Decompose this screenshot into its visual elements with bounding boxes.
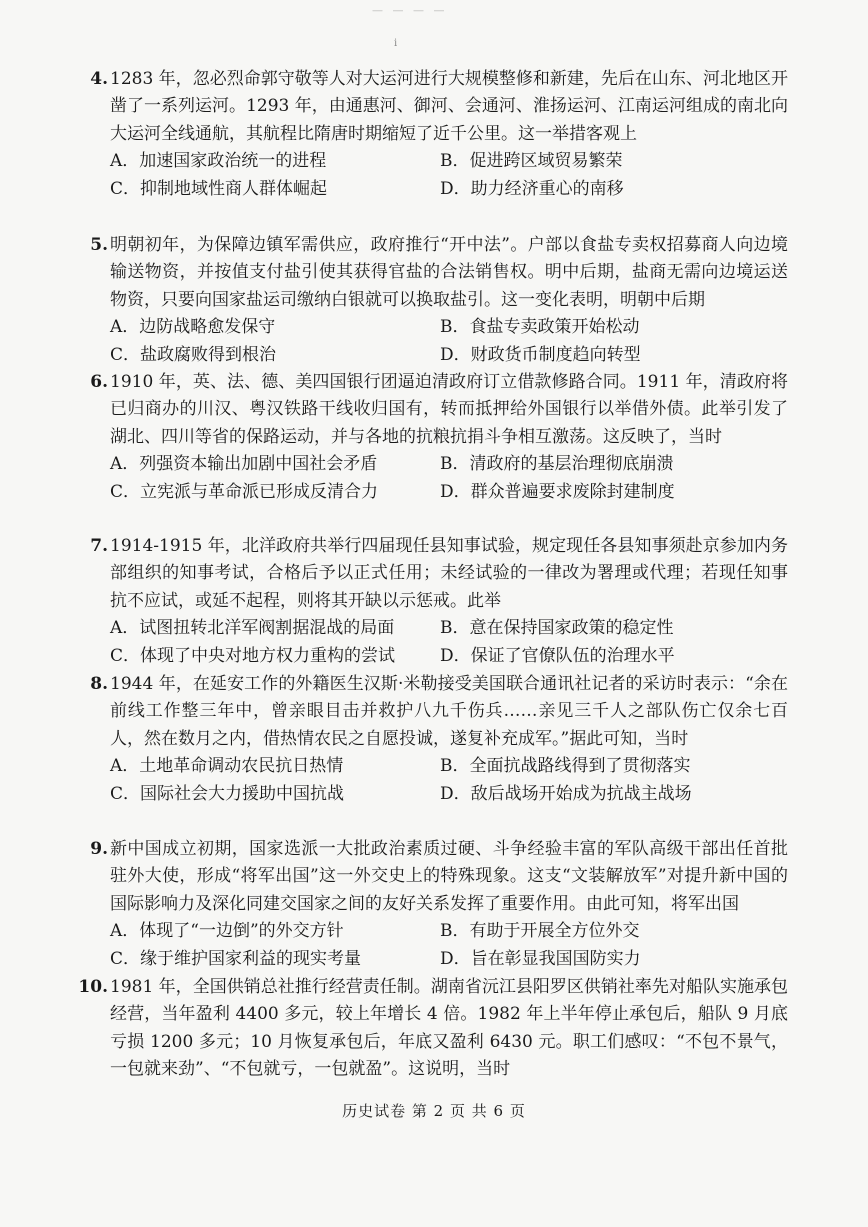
option-d[interactable]: D．财政货币制度趋向转型 [440,344,641,365]
option-c[interactable]: C．体现了中央对地方权力重构的尝试 [110,645,396,666]
top-mark: — — — — [372,4,448,17]
question-number: 10. [78,977,108,997]
option-b[interactable]: B．食盐专卖政策开始松动 [440,317,640,338]
option-d[interactable]: D．助力经济重心的南移 [440,178,624,199]
option-a[interactable]: A．试图扭转北洋军阀割据混战的局面 [110,618,395,639]
option-b[interactable]: B．意在保持国家政策的稳定性 [440,618,674,639]
question-stem: 1910 年，英、法、德、美四国银行团逼迫清政府订立借款修路合同。1911 年，清政府将已归商办的川汉、粤汉铁路干线收归国有，转而抵押给外国银行以举借外债。此举引发了湖北、四川等省的保路运动，并与各地的抗粮抗捐斗争相互激荡。这反映了，当时 [110,372,788,447]
options [110,451,788,506]
question-number: 8. [90,674,108,694]
question-number: 5. [90,235,108,255]
option-c[interactable]: C．盐政腐败得到根治 [110,344,277,365]
option-a[interactable]: A．边防战略愈发保守 [110,317,276,338]
option-d[interactable]: D．群众普遍要求废除封建制度 [440,481,675,502]
question-stem: 新中国成立初期，国家选派一大批政治素质过硬、斗争经验丰富的军队高级干部出任首批驻外大使，形成“将军出国”这一外交史上的特殊现象。这支“文装解放军”对提升新中国的国际影响力及深化同建交国家之间的友好关系发挥了重要作用。由此可知，将军出国 [110,839,788,914]
option-a[interactable]: A．体现了“一边倒”的外交方针 [110,921,344,942]
option-c[interactable]: C．抑制地域性商人群体崛起 [110,178,328,199]
option-d[interactable]: D．旨在彰显我国国防实力 [440,948,641,969]
option-c[interactable]: C．立宪派与革命派已形成反清合力 [110,481,379,502]
question-10 [78,974,789,1084]
question-number: 9. [90,839,108,859]
question-stem: 明朝初年，为保障边镇军需供应，政府推行“开中法”。户部以食盐专卖权招募商人向边境输送物资，并按值支付盐引使其获得官盐的合法销售权。明中后期，盐商无需向边境运送物资，只要向国家盐运司缴纳白银就可以换取盐引。这一变化表明，明朝中后期 [110,235,788,310]
options [110,314,788,369]
question-number: 6. [90,372,108,392]
question-number: 7. [90,536,108,556]
option-a[interactable]: A．列强资本输出加剧中国社会矛盾 [110,454,378,475]
question-stem: 1981 年，全国供销总社推行经营责任制。湖南省沅江县阳罗区供销社率先对船队实施承包经营，当年盈利 4400 多元，较上年增长 4 倍。1982 年上半年停止承包后，船队 9 月底亏损 1200 多元；10 月恢复承包后，年底又盈利 6430 元。职工们感叹：“不包不景气，一包就来劲”、“不包就亏，一包就盈”。这说明，当时 [110,977,789,1080]
option-d[interactable]: D．保证了官僚队伍的治理水平 [440,645,675,666]
options [110,615,788,670]
question-6 [90,369,788,506]
option-b[interactable]: B．促进跨区域贸易繁荣 [440,151,623,172]
question-9 [90,836,788,973]
option-a[interactable]: A．加速国家政治统一的进程 [110,151,327,172]
question-5 [90,232,788,369]
options [110,753,788,808]
scan-dot: i [394,38,398,49]
options [110,918,788,973]
option-c[interactable]: C．缘于维护国家利益的现实考量 [110,948,362,969]
question-7 [90,533,788,670]
option-b[interactable]: B．清政府的基层治理彻底崩溃 [440,454,674,475]
question-stem: 1914-1915 年，北洋政府共举行四届现任县知事试验，规定现任各县知事须赴京参加内务部组织的知事考试，合格后予以正式任用；未经试验的一律改为署理或代理；若现任知事抗不应试，或延不起程，则将其开缺以示惩戒。此举 [110,536,788,611]
question-stem: 1283 年，忽必烈命郭守敬等人对大运河进行大规模整修和新建，先后在山东、河北地区开凿了一系列运河。1293 年，由通惠河、御河、会通河、淮扬运河、江南运河组成的南北向大运河全线通航，其航程比隋唐时期缩短了近千公里。这一举措客观上 [110,69,788,144]
option-b[interactable]: B．全面抗战路线得到了贯彻落实 [440,756,691,777]
page-footer: 历史试卷 第 2 页 共 6 页 [342,1102,526,1120]
question-4 [90,66,788,203]
option-d[interactable]: D．敌后战场开始成为抗战主战场 [440,783,692,804]
options [110,148,788,203]
option-c[interactable]: C．国际社会大力援助中国抗战 [110,783,345,804]
option-b[interactable]: B．有助于开展全方位外交 [440,921,640,942]
question-number: 4. [90,69,108,89]
question-stem: 1944 年，在延安工作的外籍医生汉斯·米勒接受美国联合通讯社记者的采访时表示：“余在前线工作整三年中，曾亲眼目击并救护八九千伤兵……亲见三千人之部队伤亡仅余七百人，然在数月之内，借热情农民之自愿投诚，遂复补充成军。”据此可知，当时 [110,674,788,749]
option-a[interactable]: A．土地革命调动农民抗日热情 [110,756,344,777]
question-8 [90,671,788,808]
